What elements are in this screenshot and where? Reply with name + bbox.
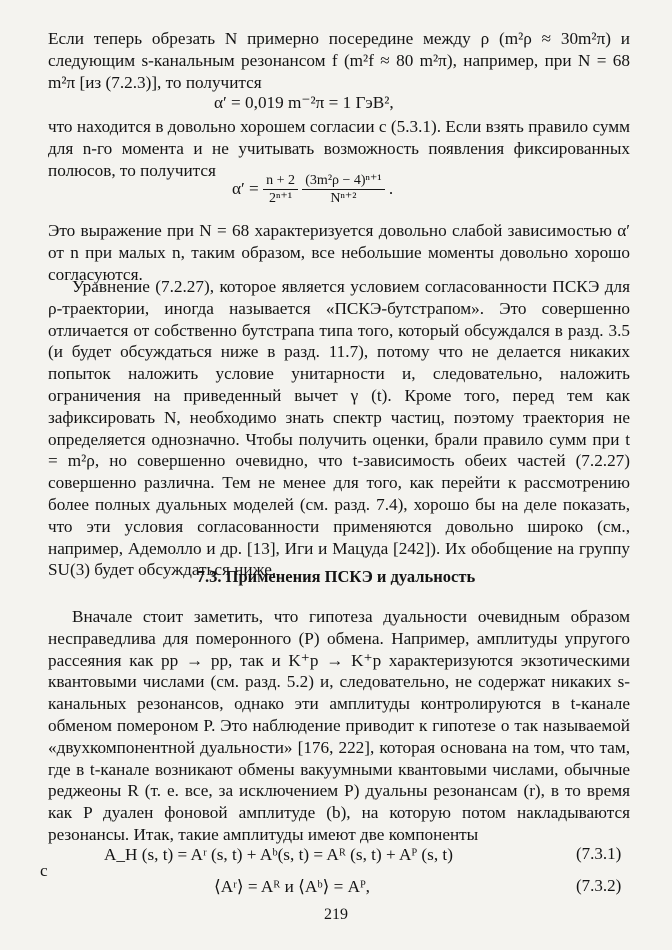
equation-7-3-2: ⟨Aʳ⟩ = Aᴿ и ⟨Aᵇ⟩ = Aᴾ, <box>214 877 370 896</box>
paragraph-3: Это выражение при N = 68 характеризуется довольно слабой зависимостью α′ от n при малых n, таким образом, все небольшие моменты довольно хорошо согласуются. <box>48 221 630 284</box>
eq2-fraction-2 <box>302 172 384 208</box>
equation-7-3-1: A_H (s, t) = Aʳ (s, t) + Aᵇ(s, t) = Aᴿ (s, t) + Aᴾ (s, t) <box>104 845 453 864</box>
page-number: 219 <box>324 906 348 923</box>
equation-alpha-n-moment <box>232 172 393 208</box>
eq2-frac2-numerator: (3m²ρ − 4)ⁿ⁺¹ <box>302 172 384 190</box>
section-heading: 7.3. Применения ПСКЭ и дуальность <box>196 567 476 586</box>
equation-number-7-3-2: (7.3.2) <box>576 876 622 895</box>
eq2-frac1-denominator: 2ⁿ⁺¹ <box>269 191 293 206</box>
paragraph-1: Если теперь обрезать N примерно посередине между ρ (m²ρ ≈ 30m²π) и следующим s-канальным резонансом f (m²f ≈ 80 m²π), например, при N = 68 m²π [из (7.2.3)], то получится <box>48 29 630 92</box>
equation-prefix: с <box>40 861 48 880</box>
eq2-fraction-1 <box>263 172 298 208</box>
eq2-frac2-denominator: Nⁿ⁺² <box>330 191 357 206</box>
paragraph-5: Вначале стоит заметить, что гипотеза дуальности очевидным образом несправедлива для померонного (P) обмена. Например, амплитуды упругого рассеяния как pp → pp, так и K⁺p → K⁺p характеризуются экзотическими квантовыми числами (см. разд. 5.2) и, следовательно, не содержат никаких s-канальных резонансов, однако эти амплитуды контролируются в t-канале обменом помероном P. Это наблюдение приводит к гипотезе о так называемой «двухкомпонентной дуальности» [176, 222], которая основана на том, что там, где в t-канале возникают обмены вакуумными квантовыми числами, обычные реджеоны R (т. е. все, за исключением P) дуальны резонансам (r), в то время как P дуален фоновой амплитуде (b), на которую потом накладываются резонансы. Итак, такие амплитуды имеют две компоненты <box>48 607 630 844</box>
eq2-frac1-numerator: n + 2 <box>263 172 298 190</box>
eq2-end: . <box>388 178 394 198</box>
equation-alpha-value: α′ = 0,019 m⁻²π = 1 ГэВ², <box>214 93 394 112</box>
paragraph-2: что находится в довольно хорошем согласии с (5.3.1). Если взять правило сумм для n-го момента и не учитывать возможность появления фиксированных полюсов, то получится <box>48 117 630 180</box>
equation-number-7-3-1: (7.3.1) <box>576 844 622 863</box>
paragraph-4: Уравнение (7.2.27), которое является условием согласованности ПСКЭ для ρ-траектории, иногда называется «ПСКЭ-бутстрапом». Это совершенно отличается от собственно бутстрапа типа того, который обсуждался в разд. 3.5 (и будет обсуждаться ниже в разд. 11.7), потому что не делается никаких попыток наложить условие унитарности и, следовательно, наложить ограничения на приведенный вычет γ (t). Кроме того, перед тем как зафиксировать N, необходимо знать спектр частиц, поэтому траектория не определяется однозначно. Чтобы получить оценки, брали правило сумм при t = m²ρ, но совершенно очевидно, что t-зависимость обеих частей (7.2.27) совершенно различна. Тем не менее для того, как перейти к рассмотрению более полных дуальных моделей (см. разд. 7.4), хорошо бы на деле показать, что эти условия согласованности применяются довольно широко (см., например, Адемолло и др. [13], Иги и Мацуда [242]). Их обобщение на группу SU(3) будет обсуждаться ниже. <box>48 277 630 580</box>
eq2-lhs: α′ = <box>232 178 259 198</box>
